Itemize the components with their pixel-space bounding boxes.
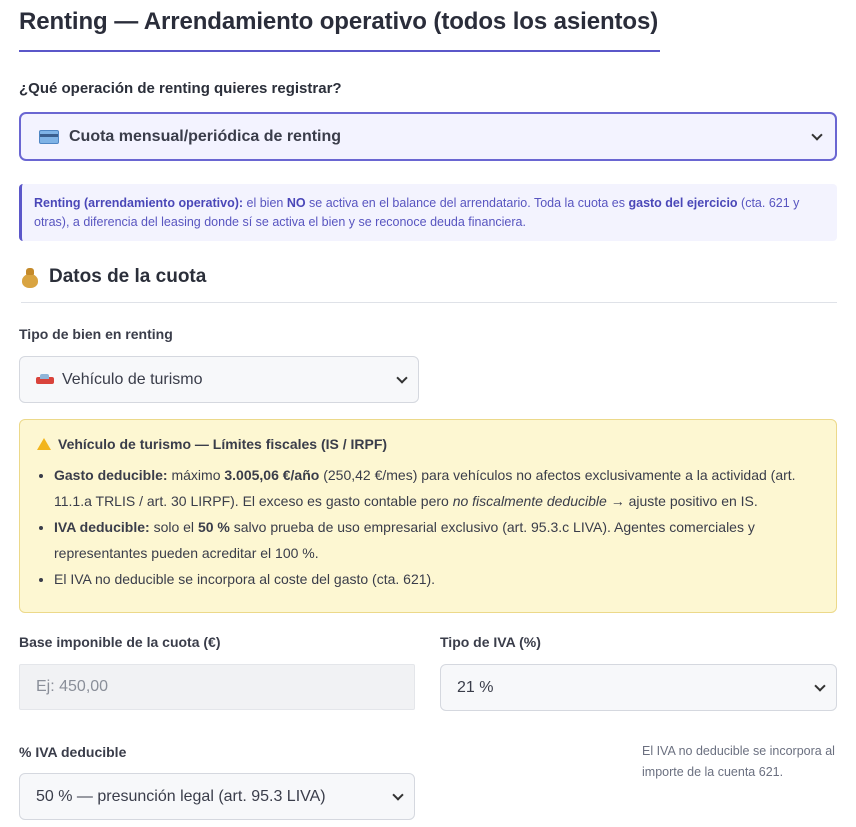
section-title xyxy=(21,266,837,303)
base-label: Base imponible de la cuota (€) xyxy=(19,634,221,650)
vat-deductible-select[interactable] xyxy=(19,773,415,820)
item-text: El IVA no deducible se incorpora al coste del gasto (cta. 621). xyxy=(54,571,436,587)
operation-question-label: ¿Qué operación de renting quieres registrar? xyxy=(19,80,342,97)
item-text: solo el xyxy=(149,519,198,535)
list-item xyxy=(54,566,818,592)
info-text-2: se activa en el balance del arrendatario. Toda la cuota es xyxy=(305,196,629,210)
warning-icon xyxy=(37,438,51,450)
chevron-down-icon xyxy=(392,789,403,800)
vat-rate-select[interactable] xyxy=(440,664,837,711)
vat-deductible-label: % IVA deducible xyxy=(19,744,127,760)
info-callout xyxy=(19,184,837,241)
asset-type-value: Vehículo de turismo xyxy=(62,370,203,388)
info-term: Renting (arrendamiento operativo): xyxy=(34,196,244,210)
item-text: (250,42 €/mes) para vehículos no afectos exclusivamente a la actividad (art. 11.1.a TRLIS / art. 30 LIRPF). El exceso es gasto contable pero xyxy=(54,467,796,509)
operation-select[interactable] xyxy=(19,112,837,161)
money-bag-icon xyxy=(21,268,39,288)
chevron-down-icon xyxy=(396,372,407,383)
info-text-1: el bien xyxy=(243,196,287,210)
chevron-down-icon xyxy=(811,129,822,140)
base-amount-input[interactable] xyxy=(19,664,415,710)
info-expense: gasto del ejercicio xyxy=(628,196,738,210)
car-icon xyxy=(36,374,54,386)
section-title-text: Datos de la cuota xyxy=(49,266,207,287)
operation-select-value: Cuota mensual/periódica de renting xyxy=(69,127,342,145)
list-item xyxy=(54,514,818,566)
info-no: NO xyxy=(286,196,306,210)
item-heading: IVA deducible: xyxy=(54,519,150,535)
fiscal-limits-warning xyxy=(19,419,837,613)
vat-rate-label: Tipo de IVA (%) xyxy=(440,634,541,650)
asset-type-select[interactable] xyxy=(19,356,419,403)
item-text: → ajuste positivo en IS. xyxy=(606,493,758,509)
asset-type-label: Tipo de bien en renting xyxy=(19,326,173,342)
warning-title xyxy=(37,436,818,452)
vat-note: El IVA no deducible se incorpora al importe de la cuenta 621. xyxy=(642,744,835,779)
warning-list xyxy=(37,462,818,592)
credit-card-icon xyxy=(39,130,59,144)
item-heading: Gasto deducible: xyxy=(54,467,168,483)
list-item xyxy=(54,462,818,514)
chevron-down-icon xyxy=(814,680,825,691)
item-emphasis: no fiscalmente deducible xyxy=(452,493,607,509)
item-text: máximo xyxy=(167,467,225,483)
info-text-3: (cta. 621 y otras), a diferencia del leasing donde sí se activa el bien y se reconoce deuda financiera. xyxy=(34,196,800,229)
vat-rate-value: 21 % xyxy=(457,678,494,696)
deductible-pct: 50 % xyxy=(197,519,230,535)
item-text: salvo prueba de uso empresarial exclusivo (art. 95.3.c LIVA). Agentes comerciales y representantes pueden acreditar el 100 %. xyxy=(54,519,755,561)
warning-title-text: Vehículo de turismo — Límites fiscales (IS / IRPF) xyxy=(58,436,388,452)
deductible-amount: 3.005,06 €/año xyxy=(224,467,320,483)
page-title: Renting — Arrendamiento operativo (todos los asientos) xyxy=(19,6,660,52)
vat-deductible-value: 50 % — presunción legal (art. 95.3 LIVA) xyxy=(36,787,326,805)
